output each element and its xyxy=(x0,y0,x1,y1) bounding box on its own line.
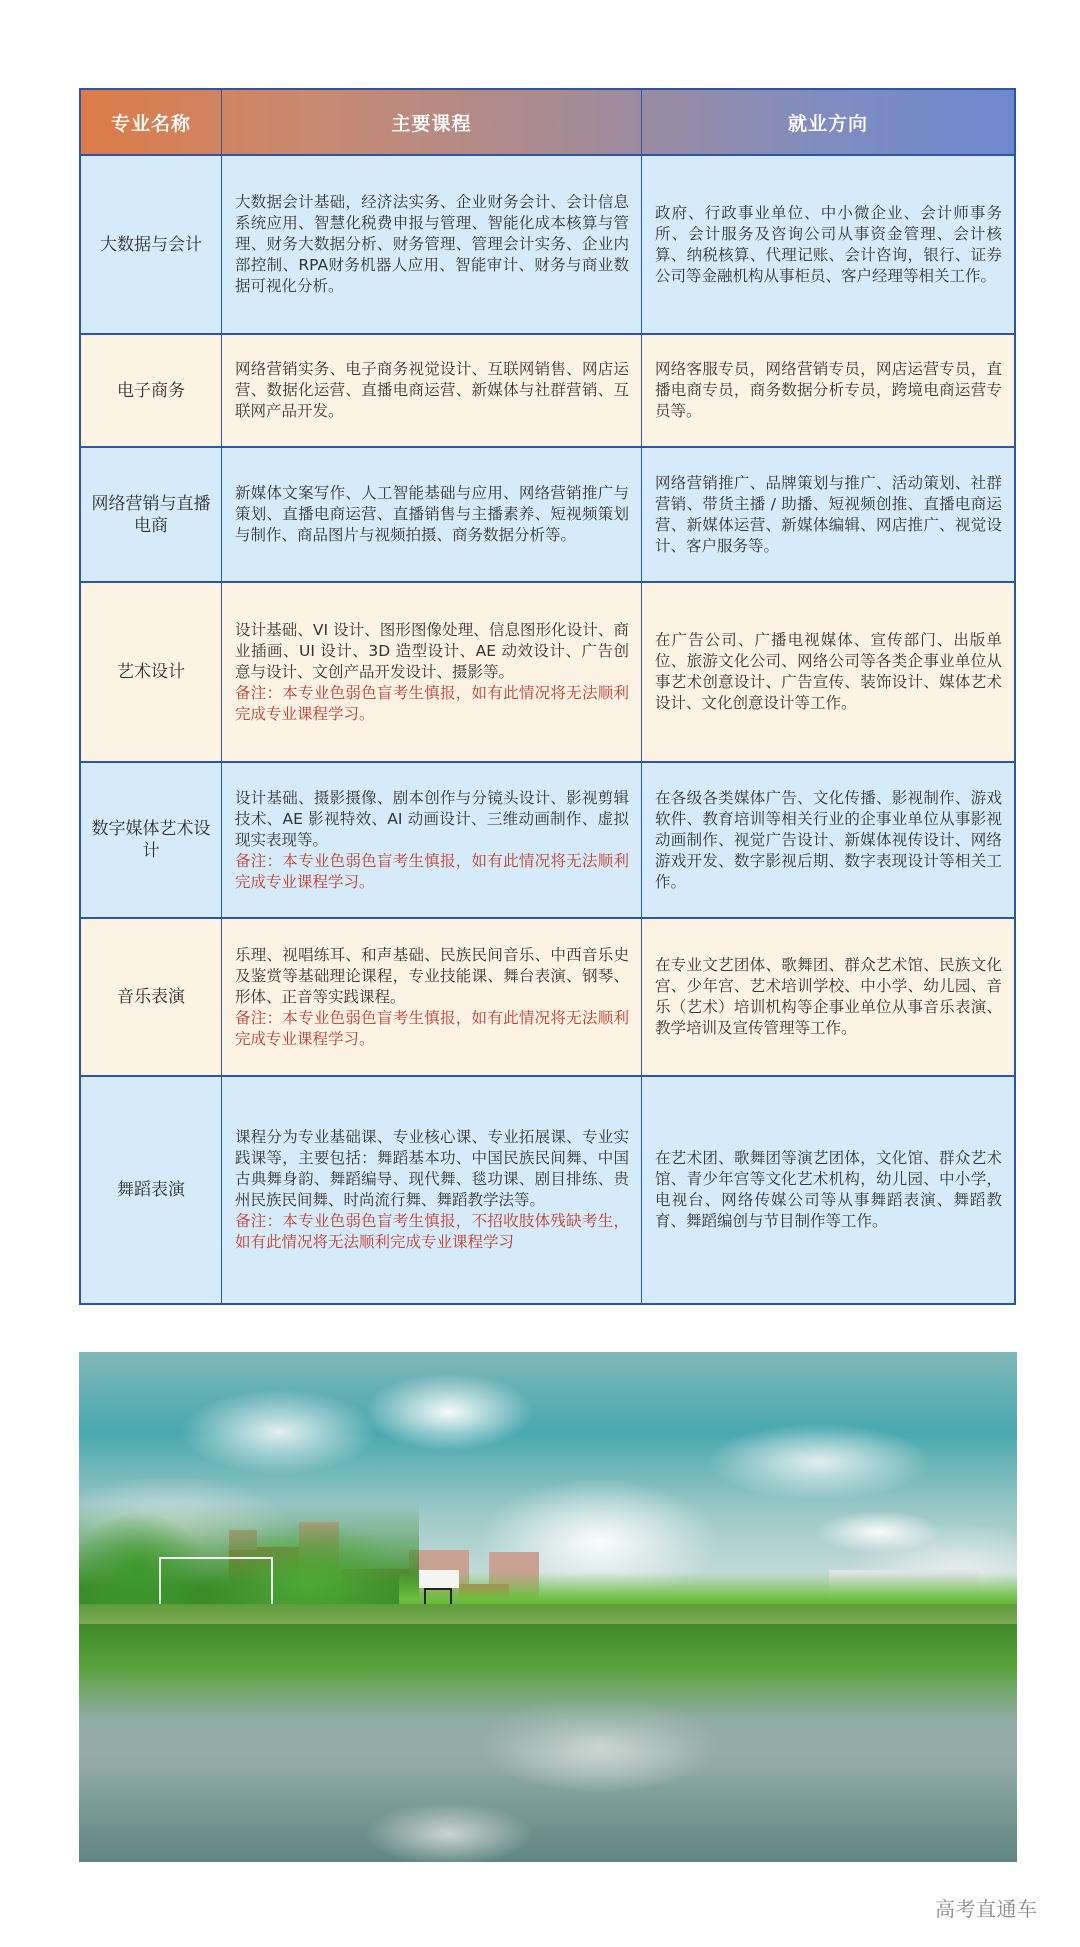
signboard xyxy=(419,1570,459,1588)
careers-text: 网络营销推广、品牌策划与推广、活动策划、社群营销、带货主播 / 助播、短视频创推、直播电商运营、新媒体运营、新媒体编辑、网店推广、视觉设计、客户服务等。 xyxy=(655,473,1002,555)
major-name: 数字媒体艺术设计 xyxy=(81,763,222,917)
major-name: 网络营销与直播电商 xyxy=(81,448,222,581)
table-row xyxy=(81,763,1014,919)
career-direction xyxy=(642,448,1014,581)
careers-text: 网络客服专员，网络营销专员，网店运营专员，直播电商专员，商务数据分析专员，跨境电商运营专员等。 xyxy=(655,360,1002,420)
main-courses xyxy=(222,763,642,917)
majors-table xyxy=(79,88,1016,1305)
career-direction xyxy=(642,919,1014,1075)
courses-text: 网络营销实务、电子商务视觉设计、互联网销售、网店运营、数据化运营、直播电商运营、新媒体与社群营销、互联网产品开发。 xyxy=(235,360,629,420)
major-name: 大数据与会计 xyxy=(81,156,222,333)
courses-text: 课程分为专业基础课、专业核心课、专业拓展课、专业实践课等，主要包括：舞蹈基本功、中国民族民间舞、中国古典舞身韵、舞蹈编导、现代舞、毯功课、剧目排练、贵州民族民间舞、时尚流行舞、舞蹈教学法等。 xyxy=(235,1128,629,1209)
note-text: 备注：本专业色弱色盲考生慎报，如有此情况将无法顺利完成专业课程学习。 xyxy=(235,851,629,891)
main-courses xyxy=(222,1077,642,1303)
major-name: 电子商务 xyxy=(81,335,222,446)
careers-text: 在广告公司、广播电视媒体、宣传部门、出版单位、旅游文化公司、网络公司等各类企事业单位从事艺术创意设计、广告宣传、装饰设计、媒体艺术设计、文化创意设计等工作。 xyxy=(655,631,1002,712)
watermark: 高考直通车 xyxy=(935,1897,1038,1921)
header-career-direction: 就业方向 xyxy=(787,112,868,135)
career-direction xyxy=(642,1077,1014,1303)
careers-text: 在专业文艺团体、歌舞团、群众艺术馆、民族文化宫、少年宫、艺术培训学校、中小学、幼儿园、音乐（艺术）培训机构等企事业单位从事音乐表演、教学培训及宣传管理等工作。 xyxy=(655,956,1002,1037)
major-name: 舞蹈表演 xyxy=(81,1077,222,1303)
table-row xyxy=(81,919,1014,1077)
main-courses xyxy=(222,335,642,446)
careers-text: 在艺术团、歌舞团等演艺团体，文化馆、群众艺术馆、青少年宫等文化艺术机构，幼儿园、中小学，电视台、网络传媒公司等从事舞蹈表演、舞蹈教育、舞蹈编创与节目制作等工作。 xyxy=(655,1149,1002,1230)
career-direction xyxy=(642,156,1014,333)
table-row xyxy=(81,335,1014,448)
note-text: 备注：本专业色弱色盲考生慎报，如有此情况将无法顺利完成专业课程学习。 xyxy=(235,1008,629,1048)
courses-text: 设计基础、VI 设计、图形图像处理、信息图形化设计、商业插画、UI 设计、3D 造型设计、AE 动效设计、广告创意与设计、文创产品开发设计、摄影等。 xyxy=(235,620,629,681)
courses-text: 大数据会计基础，经济法实务、企业财务会计、会计信息系统应用、智慧化税费申报与管理、智能化成本核算与管理、财务大数据分析、财务管理、管理会计实务、企业内部控制、RPA财务机器人应用、智能审计、财务与商业数据可视化分析。 xyxy=(235,193,629,295)
courses-text: 乐理、视唱练耳、和声基础、民族民间音乐、中西音乐史及鉴赏等基础理论课程，专业技能课、舞台表演、钢琴、形体、正音等实践课程。 xyxy=(235,945,629,1006)
table-header xyxy=(81,90,1014,156)
career-direction xyxy=(642,583,1014,761)
courses-text: 设计基础、摄影摄像、剧本创作与分镜头设计、影视剪辑技术、AE 影视特效、AI 动画设计、三维动画制作、虚拟现实表现等。 xyxy=(235,788,629,849)
soccer-goal xyxy=(159,1557,273,1609)
main-courses xyxy=(222,448,642,581)
water-reflection xyxy=(79,1624,1017,1862)
header-main-courses: 主要课程 xyxy=(222,90,642,154)
note-text: 备注：本专业色弱色盲考生慎报，如有此情况将无法顺利完成专业课程学习。 xyxy=(235,683,629,723)
table-row xyxy=(81,1077,1014,1303)
career-direction xyxy=(642,763,1014,917)
main-courses xyxy=(222,583,642,761)
major-name: 艺术设计 xyxy=(81,583,222,761)
table-row xyxy=(81,156,1014,335)
grass-field xyxy=(79,1604,1017,1626)
major-name: 音乐表演 xyxy=(81,919,222,1075)
career-direction xyxy=(642,335,1014,446)
table-row xyxy=(81,448,1014,583)
careers-text: 在各级各类媒体广告、文化传播、影视制作、游戏软件、教育培训等相关行业的企事业单位从事影视动画制作、视觉广告设计、新媒体视传设计、网络游戏开发、数字影视后期、数字表现设计等相关工作。 xyxy=(655,788,1002,891)
header-major-name: 专业名称 xyxy=(81,90,222,154)
main-courses xyxy=(222,919,642,1075)
note-text: 备注：本专业色弱色盲考生慎报，不招收肢体残缺考生，如有此情况将无法顺利完成专业课程学习 xyxy=(235,1212,629,1251)
table-row xyxy=(81,583,1014,763)
careers-text: 政府、行政事业单位、中小微企业、会计师事务所、会计服务及咨询公司从事资金管理、会计核算、纳税核算、代理记账、会计咨询，银行、证券公司等金融机构从事柜员、客户经理等相关工作。 xyxy=(655,203,1002,285)
courses-text: 新媒体文案写作、人工智能基础与应用、网络营销推广与策划、直播电商运营、直播销售与主播素养、短视频策划与制作、商品图片与视频拍摄、商务数据分析等。 xyxy=(235,484,629,544)
campus-photo xyxy=(79,1352,1017,1862)
main-courses xyxy=(222,156,642,333)
